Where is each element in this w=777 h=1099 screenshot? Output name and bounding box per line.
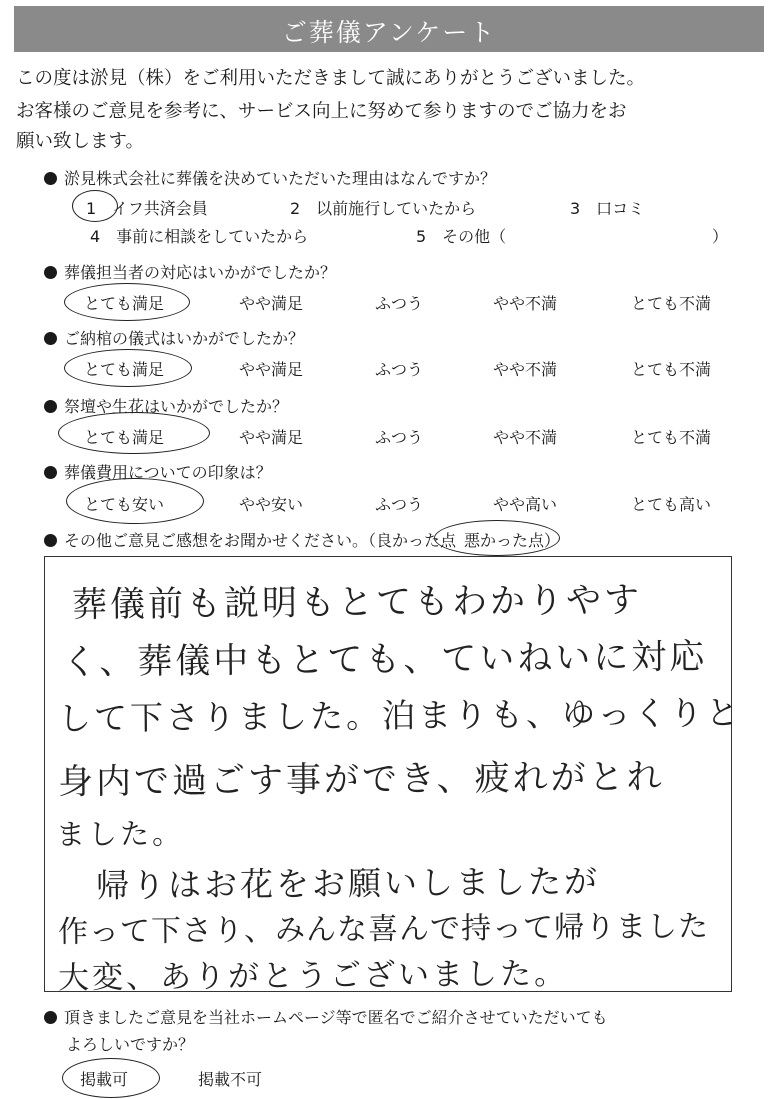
selection-circle	[66, 478, 204, 524]
question-3-text: ご納棺の儀式はいかがでしたか？	[64, 329, 305, 348]
q1-option-5-close: ）	[712, 227, 729, 246]
comment-line-7: 作って下さり、みんな喜んで持って帰りました	[57, 909, 710, 950]
intro-line-2: お客様のご意見を参考に、サービス向上に努めて参りますのでご協力をお	[16, 101, 627, 122]
q2-option-1[interactable]: とても満足	[84, 294, 165, 313]
q3-option-5[interactable]: とても不満	[631, 360, 712, 379]
comment-line-6: 帰りはお花をお願いしましたが	[59, 861, 601, 906]
selection-circle	[64, 283, 190, 321]
q2-option-4[interactable]: やや不満	[493, 294, 558, 313]
question-5-text: 葬儀費用についての印象は？	[64, 463, 272, 482]
bullet-icon	[44, 332, 57, 345]
question-2-text: 葬儀担当者の対応はいかがでしたか？	[64, 263, 337, 282]
q5-option-2[interactable]: やや安い	[239, 495, 304, 514]
question-7-text-line-2: よろしいですか？	[66, 1035, 195, 1054]
question-7-text-line-1: 頂きましたご意見を当社ホームページ等で匿名でご紹介させていただいても	[64, 1008, 608, 1027]
page-title: ご葬儀アンケート	[281, 18, 497, 47]
comment-line-5: ました。	[55, 816, 185, 852]
q3-option-3[interactable]: ふつう	[375, 360, 424, 379]
question-4-text: 祭壇や生花はいかがでしたか？	[64, 397, 289, 416]
q1-option-5[interactable]: 5 その他（	[416, 227, 507, 246]
comment-line-8: 大変、ありがとうございました。	[57, 955, 569, 997]
bullet-icon	[44, 1011, 57, 1024]
selection-circle	[62, 1058, 160, 1098]
q6-option-bad[interactable]: 悪かった点）	[464, 531, 561, 550]
question-1	[44, 166, 496, 189]
q2-option-2[interactable]: やや満足	[239, 294, 304, 313]
q7-option-2[interactable]: 掲載不可	[198, 1070, 263, 1089]
q4-option-4[interactable]: やや不満	[493, 428, 558, 447]
question-3	[44, 326, 304, 349]
q5-option-3[interactable]: ふつう	[375, 495, 424, 514]
question-1-text: 淤見株式会社に葬儀を決めていただいた理由はなんですか？	[64, 169, 497, 188]
intro-line-3: 願い致します。	[16, 131, 145, 152]
bullet-icon	[44, 534, 57, 547]
q5-option-4[interactable]: やや高い	[493, 495, 558, 514]
q1-option-1[interactable]: 1 イフ共済会員	[86, 199, 208, 218]
q4-option-1[interactable]: とても満足	[84, 428, 165, 447]
selection-circle	[64, 349, 192, 387]
q1-option-3[interactable]: 3 口コミ	[570, 199, 645, 218]
q4-option-3[interactable]: ふつう	[375, 428, 424, 447]
bullet-icon	[44, 266, 57, 279]
comment-line-2: く、葬儀中もとても、ていねいに対応	[61, 637, 708, 683]
bullet-icon	[44, 172, 57, 185]
title-bar	[14, 6, 764, 52]
selection-circle	[434, 520, 560, 556]
q3-option-2[interactable]: やや満足	[239, 360, 304, 379]
q1-option-4[interactable]: 4 事前に相談をしていたから	[90, 227, 309, 246]
q5-option-1[interactable]: とても安い	[84, 495, 165, 514]
q3-option-4[interactable]: やや不満	[493, 360, 558, 379]
q2-option-3[interactable]: ふつう	[375, 294, 424, 313]
comment-line-3: して下さりました。泊まりも、ゆっくりと	[57, 693, 742, 738]
q3-option-1[interactable]: とても満足	[84, 360, 165, 379]
q2-option-5[interactable]: とても不満	[631, 294, 712, 313]
q5-option-5[interactable]: とても高い	[631, 495, 712, 514]
bullet-icon	[44, 466, 57, 479]
q6-option-good[interactable]: 良かった点	[376, 531, 457, 550]
comment-line-4: 身内で過ごす事ができ、疲れがとれ	[57, 757, 665, 803]
selection-circle	[58, 412, 210, 454]
selection-circle	[72, 190, 118, 222]
question-6-text: その他ご意見ご感想をお聞かせください。（	[64, 531, 377, 550]
bullet-icon	[44, 400, 57, 413]
q4-option-2[interactable]: やや満足	[239, 428, 304, 447]
question-2	[44, 260, 336, 283]
q4-option-5[interactable]: とても不満	[631, 428, 712, 447]
intro-line-1: この度は淤見（株）をご利用いただきまして誠にありがとうございました。	[16, 68, 646, 89]
question-7	[44, 1005, 608, 1028]
q1-option-2[interactable]: 2 以前施行していたから	[290, 199, 477, 218]
q7-option-1[interactable]: 掲載可	[80, 1070, 129, 1089]
comment-line-1: 葬儀前も説明もとてもわかりやす	[71, 580, 643, 626]
